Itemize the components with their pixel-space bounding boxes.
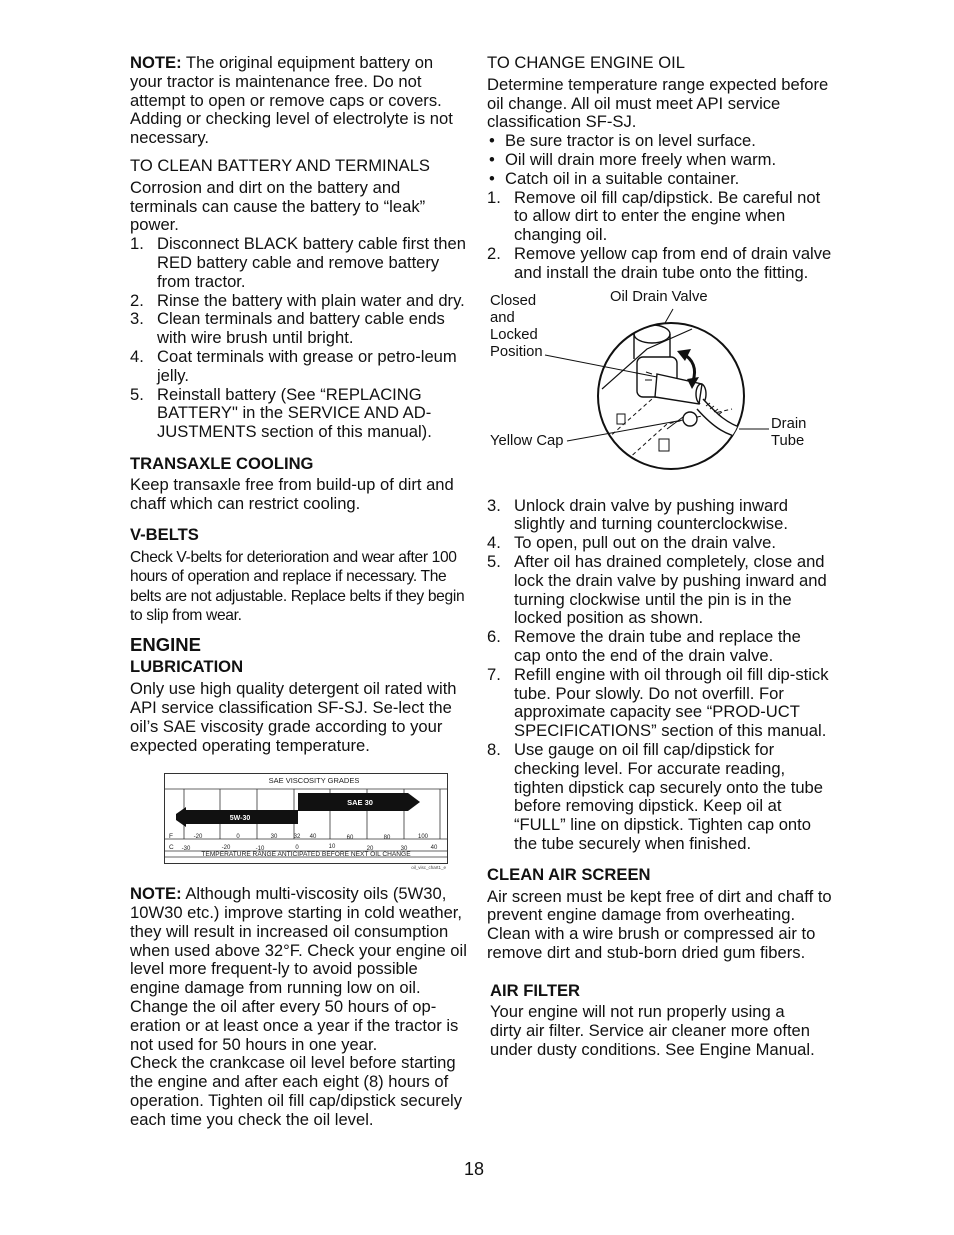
battery-note: NOTE: The original equipment battery on your tractor is maintenance free. Do not attempt to open or remove caps or covers. Adding or checking level of electrolyte is not necessary. [130,53,453,148]
c-tick: 30 [400,846,408,853]
drain-label: Drain [771,415,807,432]
closed-label: Closed [490,292,537,309]
celsius-label: C [169,844,174,852]
multi-viscosity-note: NOTE: Although multi-viscosity oils (5W30, 10W30 etc.) improve starting in cold weather, they will result in increased oil consumption when used above 32°F. Check your engine oil level more frequent-ly to avoid possible engine damage from running low on oil. [130,884,467,998]
f-tick: 80 [383,835,391,842]
chart-code: oil_visc_chart1_e [411,865,446,871]
chart-footer: TEMPERATURE RANGE ANTICIPATED BEFORE NEXT OIL CHANGE [201,851,411,859]
list-item: 3. Clean terminals and battery cable ends with wire brush until bright. [130,309,445,348]
locked-label: Locked [490,326,538,343]
oil-steps-b [487,497,832,854]
list-item: 5. After oil has drained completely, close and lock the drain valve by pushing inward and turning clockwise until the pin is in the locked position as shown. [487,551,827,628]
f-tick: 60 [346,835,354,842]
list-item: • Catch oil in a suitable container. [489,168,740,188]
air-filter-text: Your engine will not run properly using a dirty air filter. Service air cleaner more often under dusty conditions. See Engine Manual. [490,1002,815,1060]
leader-line [665,309,673,323]
f-tick: -20 [193,834,203,841]
left-column [130,54,470,1130]
air-filter-heading: AIR FILTER [490,980,581,1000]
list-item: • Be sure tractor is on level surface. [489,131,756,151]
precaution-bullets [487,132,832,188]
oil-steps-a [487,189,832,283]
c-tick: 40 [430,845,438,852]
f-tick: 30 [270,834,278,841]
chart-title: SAE VISCOSITY GRADES [268,776,360,786]
drain-valve-figure [487,289,832,489]
list-item: 7. Refill engine with oil through oil fill dip-stick tube. Pour slowly. Do not overfill. For approximate capacity see “PROD-UCT SPECIFICATIONS” section of this manual. [487,664,829,741]
transaxle-text: Keep transaxle free from build-up of dirt and chaff which can restrict cooling. [130,474,454,513]
oil-drain-valve-label: Oil Drain Valve [610,288,708,305]
list-item: 3. Unlock drain valve by pushing inward slightly and turning counterclockwise. [487,495,788,534]
oil-change-interval: Change the oil after every 50 hours of op-eration or at least once a year if the tractor is not used for 50 hours in one year. [130,997,459,1054]
battery-heading: TO CLEAN BATTERY AND TERMINALS [130,155,430,175]
list-item: 4. To open, pull out on the drain valve. [487,533,776,553]
list-item: 6. Remove the drain tube and replace the cap onto the end of the drain valve. [487,627,801,665]
c-tick: 20 [366,846,374,853]
lubrication-heading: LUBRICATION [130,657,244,677]
list-item: • Oil will drain more freely when warm. [489,149,777,169]
viscosity-chart [164,773,448,871]
engine-heading: ENGINE [130,634,201,656]
yellow-cap-label: Yellow Cap [490,432,564,449]
f-tick: 100 [417,834,429,841]
right-column [487,54,832,1060]
battery-intro: Corrosion and dirt on the battery and terminals can cause the battery to “leak” power. [130,177,426,235]
change-oil-intro: Determine temperature range expected before oil change. All oil must meet API service classification SF-SJ. [487,74,829,132]
viscosity-chart-graphic [164,773,448,871]
position-label: Position [490,343,543,360]
list-item: 2. Remove yellow cap from end of drain valve and install the drain tube onto the fitting. [487,243,832,282]
c-tick: 10 [328,844,336,851]
list-item: 8. Use gauge on oil fill cap/dipstick for checking level. For accurate reading, tighten dipstick cap securely onto the tube before removing dipstick. Keep oil at “FULL” line on dipstick. Tighten cap onto the tube securely when finished. [487,739,824,853]
c-tick: -20 [221,845,231,852]
and-label: and [490,309,515,326]
battery-steps [130,235,470,442]
sae30-label: SAE 30 [347,798,373,808]
f-tick: 32 [293,834,301,841]
change-oil-heading: TO CHANGE ENGINE OIL [487,53,685,72]
list-item: 1. Remove oil fill cap/dipstick. Be careful not to allow dirt to enter the engine when changing oil. [487,187,821,245]
list-item: 1. Disconnect BLACK battery cable first then RED battery cable and remove battery from tractor. [130,234,466,291]
oil-check-text: Check the crankcase oil level before starting the engine and after each eight (8) hours of operation. Tighten oil fill cap/dipstick securely each time you check the oil level. [130,1053,463,1129]
vbelts-text: Check V-belts for deterioration and wear after 100 hours of operation and replace if necessary. The belts are not adjustable. Replace belts if they begin to slip from wear. [130,549,465,625]
air-screen-text: Air screen must be kept free of dirt and chaff to prevent engine damage from overheating. Clean with a wire brush or compressed air to remove dirt and stub-born dried gum fibers. [487,886,832,962]
c-tick: 0 [295,845,299,852]
fahrenheit-label: F [169,833,173,841]
vbelts-heading: V-BELTS [130,525,199,545]
5w30-label: 5W-30 [229,815,251,823]
air-screen-heading: CLEAN AIR SCREEN [487,864,651,884]
drain-valve-illustration [487,289,832,489]
list-item: 5. Reinstall battery (See “REPLACING BATTERY" in the SERVICE AND AD-JUSTMENTS section of this manual). [130,384,432,442]
page-number: 18 [464,1159,485,1179]
f-tick: 40 [309,834,317,841]
list-item: 4. Coat terminals with grease or petro-leum jelly. [130,346,457,385]
tube-label: Tube [771,432,805,449]
list-item: 2. Rinse the battery with plain water and dry. [130,290,465,310]
f-tick: 0 [236,834,240,841]
c-tick: -30 [181,846,191,853]
c-tick: -10 [255,846,265,853]
lubrication-text: Only use high quality detergent oil rated with API service classification SF-SJ. Se-lect the oil’s SAE viscosity grade according to your expected operating temperature. [130,679,457,755]
transaxle-heading: TRANSAXLE COOLING [130,453,314,473]
